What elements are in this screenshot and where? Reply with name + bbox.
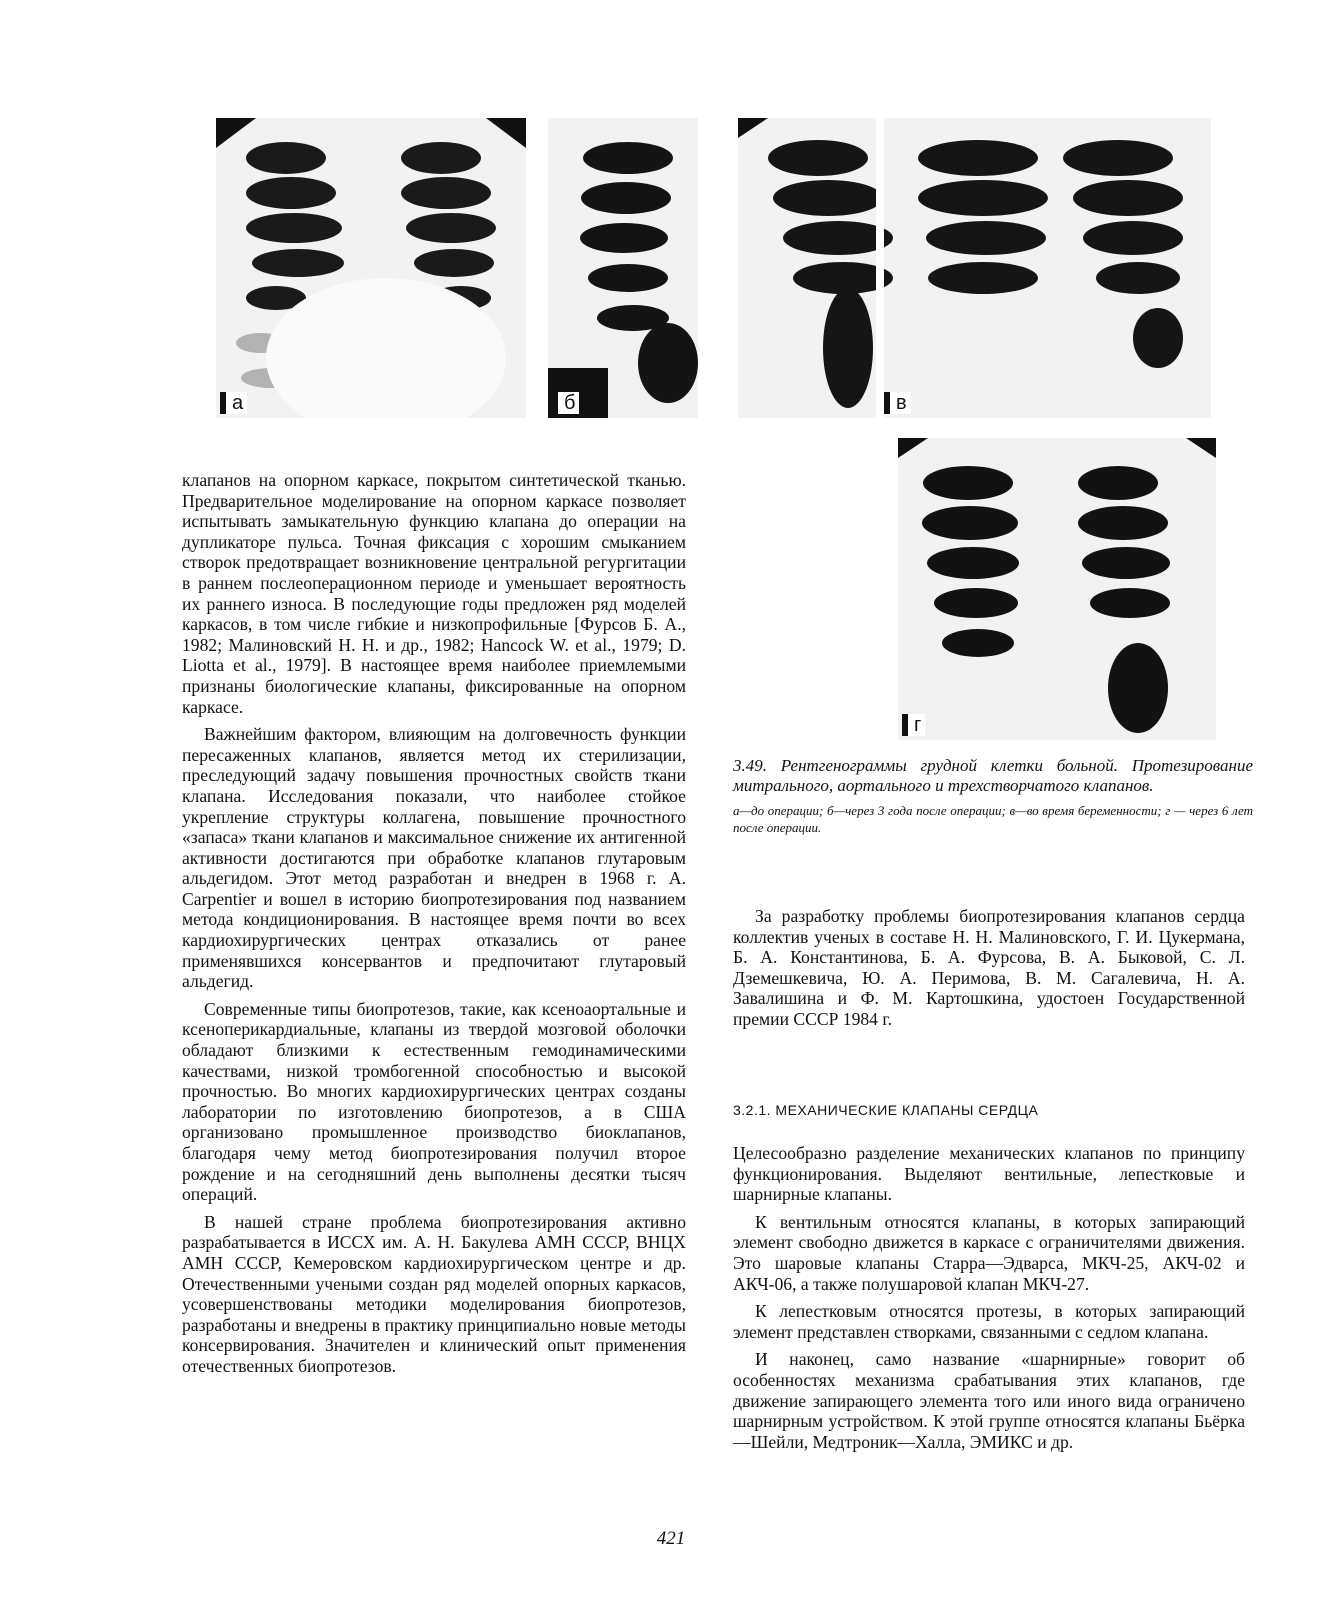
xray-image-a — [216, 118, 526, 418]
xray-image-b — [548, 118, 698, 418]
left-paragraph: Современные типы биопротезов, такие, как ксеноаортальные и ксеноперикардиальные, клапаны из твердой мозговой оболочки обладают близкими к естественным гемодинамическими качествами, низкой тромбогенной способностью и высокой прочностью. Во многих кардиохирургических центрах созданы лаборатории по изготовлению биопротезов, а в США организовано промышленное производство биоклапанов, благодаря чему метод биопротезирования получил второе рождение и на сегодняшний день выполнены десятки тысяч операций. — [182, 998, 686, 1205]
right-text-column-top — [733, 906, 1245, 1037]
figure-caption-legend: а—до операции; б—через 3 года после операции; в—во время беременности; г — через 6 лет после операции. — [733, 803, 1253, 835]
section-heading: 3.2.1. МЕХАНИЧЕСКИЕ КЛАПАНЫ СЕРДЦА — [733, 1102, 1039, 1118]
right-paragraph: Целесообразно разделение механических клапанов по принципу функционирования. Выделяют вентильные, лепестковые и шарнирные клапаны. — [733, 1143, 1245, 1205]
left-paragraph: клапанов на опорном каркасе, покрытом синтетической тканью. Предварительное моделирование на опорном каркасе позволяет испытывать замыкательную функцию клапана до операции на дупликаторе пульса. Точная фиксация с хорошим смыканием створок предотвращает возникновение центральной регургитации в раннем послеоперационном периоде и уменьшает вероятность их раннего износа. В последующие годы предложен ряд моделей каркасов, в том числе гибкие и низкопрофильные [Фурсов Б. А., 1982; Малиновский Н. Н. и др., 1982; Hancock W. et al., 1979; D. Liotta et al., 1979]. В настоящее время наиболее приемлемыми признаны биологические клапаны, фиксированные на опорном каркасе. — [182, 470, 686, 717]
figure-caption-title: 3.49. Рентгенограммы грудной клетки больной. Протезирование митрального, аортального и трехстворчатого клапанов. — [733, 756, 1253, 795]
left-paragraph: Важнейшим фактором, влияющим на долговечность функции пересаженных клапанов, является метод их стерилизации, преследующий задачу повышения прочностных свойств ткани клапана. Исследования показали, что наиболее стойкое укрепление структуры коллагена, повышение прочностного «запаса» ткани клапанов и максимальное снижение их антигенной активности достигаются при обработке клапанов глутаровым альдегидом. Этот метод разработан и внедрен в 1968 г. A. Carpentier и вошел в историю биопротезирования под названием метода кондиционирования. В настоящее время почти во всех кардиохирургических центрах отказались от ранее применявшихся консервантов и предпочитают глутаровый альдегид. — [182, 724, 686, 992]
right-paragraph: И наконец, само название «шарнирные» говорит об особенностях механизма срабатывания этих клапанов, где движение запирающего элемента того или иного вида ограничено шарнирным устройством. К этой группе относятся клапаны Бьёрка—Шейли, Медтроник—Халла, ЭМИКС и др. — [733, 1349, 1245, 1452]
right-paragraph: К лепестковым относятся протезы, в которых запирающий элемент представлен створками, связанными с седлом клапана. — [733, 1301, 1245, 1342]
panel-label-g: г — [902, 714, 925, 736]
right-paragraph: К вентильным относятся клапаны, в которых запирающий элемент свободно движется в каркасе с ограничителями движения. Это шаровые клапаны Старра—Эдварса, МКЧ-25, АКЧ-02 и АКЧ-06, а также полушаровой клапан МКЧ-27. — [733, 1211, 1245, 1294]
right-text-column-bottom — [733, 1143, 1245, 1459]
xray-panel-a — [216, 118, 526, 418]
xray-panel-v — [738, 118, 1211, 418]
xray-panel-b — [548, 118, 698, 418]
xray-image-v — [738, 118, 1211, 418]
left-paragraph: В нашей стране проблема биопротезирования активно разрабатывается в ИССХ им. А. Н. Бакулева АМН СССР, ВНЦХ АМН СССР, Кемеровском кардиохирургическом центре и др. Отечественными учеными создан ряд моделей опорных каркасов, усовершенствованы методики моделирования биопротезов, разработаны и внедрены в практику принципиально новые методы консервирования. Значителен и клинический опыт применения отечественных биопротезов. — [182, 1211, 686, 1376]
panel-label-a: а — [220, 392, 247, 414]
xray-image-g — [898, 438, 1216, 740]
xray-panel-g — [898, 438, 1216, 740]
panel-label-v: в — [884, 392, 911, 414]
panel-label-b: б — [552, 392, 579, 414]
award-paragraph: За разработку проблемы биопротезирования клапанов сердца коллектив ученых в составе Н. Н. Малиновского, Г. И. Цукермана, Б. А. Константинова, Б. А. Фурсова, В. А. Быковой, С. Л. Дземешкевича, Ю. А. Перимова, В. М. Сагалевича, Н. А. Завалишина и Ф. М. Картошкина, удостоен Государственной премии СССР 1984 г. — [733, 906, 1245, 1029]
page-number: 421 — [656, 1528, 686, 1549]
figure-caption — [733, 756, 1253, 836]
left-text-column — [182, 470, 686, 1384]
